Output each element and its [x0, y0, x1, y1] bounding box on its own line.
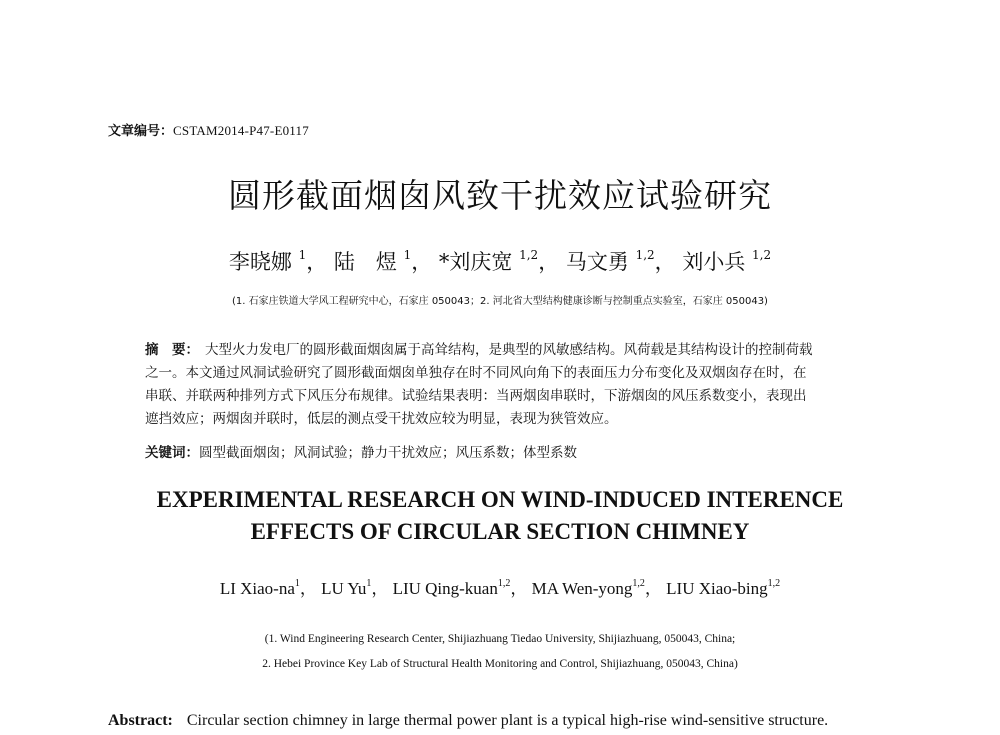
en-author: LI Xiao-$na^1$，: [219, 578, 317, 598]
cn-author: *刘庆宽 $^{1,2}$，: [438, 248, 560, 274]
english-affiliation-line-2: 2. Hebei Province Key Lab of Structural Health Monitoring and Control, Shijiazhuang, 050043, China): [262, 658, 738, 670]
en-author: LIU Xiao-bing$^{1,2}$: [666, 578, 781, 598]
cn-abstract-line: 串联、并联两种排列方式下风压分布规律。试验结果表明：当两烟囱串联时，下游烟囱的风压系数变小，表现出: [145, 388, 807, 404]
english-title: [0, 484, 1000, 548]
english-title-line: EFFECTS OF CIRCULAR SECTION CHIMNEY: [250, 519, 750, 544]
cn-author: 刘小兵 $^{1,2}$: [682, 248, 772, 274]
en-abstract-text: Circular section chimney in large thermal power plant is a typical high-rise wind-sensitive structure.: [186, 712, 829, 729]
chinese-authors: [0, 246, 1000, 276]
english-abstract: [108, 712, 828, 730]
en-abstract-label: Abstract:: [108, 712, 173, 729]
english-authors: [0, 574, 1000, 599]
chinese-affiliation: (1. 石家庄铁道大学风工程研究中心，石家庄 050043；2. 河北省大型结构健康诊断与控制重点实验室，石家庄 050043): [232, 296, 768, 307]
cn-abstract-label: 摘 要：: [145, 342, 199, 358]
cn-author: 陆 煜 $^1$，: [333, 248, 433, 274]
chinese-title: 圆形截面烟囱风致干扰效应试验研究: [228, 176, 772, 215]
article-number-value: CSTAM2014-P47-E0117: [173, 123, 309, 138]
cn-abstract-line: 之一。本文通过风洞试验研究了圆形截面烟囱单独存在时不同风向角下的表面压力分布变化及双烟囱存在时，在: [145, 365, 807, 381]
en-author: MA Wen-yong$^{1,2}$，: [531, 578, 662, 598]
cn-author: 李晓娜 $^1$，: [228, 248, 328, 274]
english-title-line: EXPERIMENTAL RESEARCH ON WIND-INDUCED INTERENCE: [156, 487, 844, 512]
article-number: [108, 120, 309, 139]
chinese-keywords: [145, 441, 577, 461]
cn-author: 马文勇 $^{1,2}$，: [565, 248, 676, 274]
en-author: LU Yu$^1$，: [321, 578, 389, 598]
english-affiliation-line-1: (1. Wind Engineering Research Center, Shijiazhuang Tiedao University, Shijiazhuang, 050043, China;: [264, 633, 736, 645]
cn-abstract-line: 摘 要： 大型火力发电厂的圆形截面烟囱属于高耸结构，是典型的风敏感结构。风荷载是其结构设计的控制荷载: [145, 342, 813, 358]
en-author: LIU Qing-kuan$^{1,2}$，: [392, 578, 528, 598]
cn-keywords-label: 关键词：: [145, 445, 199, 461]
article-number-label: 文章编号：: [108, 124, 174, 139]
cn-abstract-line: 遮挡效应；两烟囱并联时，低层的测点受干扰效应较为明显，表现为狭管效应。: [145, 411, 618, 427]
cn-keywords-value: 圆型截面烟囱；风洞试验；静力干扰效应；风压系数；体型系数: [199, 445, 577, 461]
chinese-abstract: [145, 339, 905, 431]
